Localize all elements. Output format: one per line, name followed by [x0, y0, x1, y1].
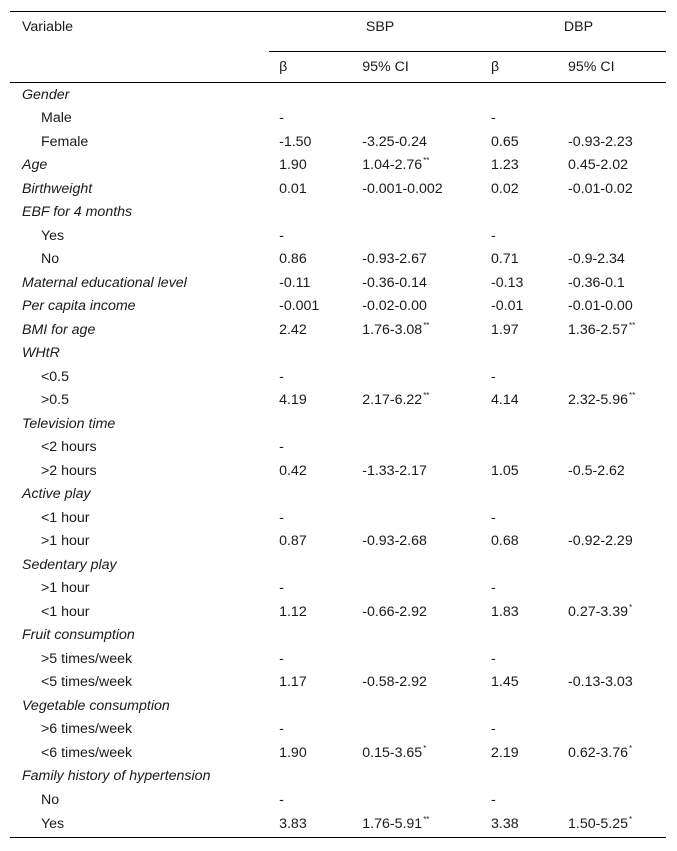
cell-value: -0.9-2.34	[568, 251, 625, 268]
cell-value: 2.42	[279, 321, 307, 338]
table-row	[10, 765, 666, 789]
sbp-beta-cell	[269, 459, 362, 483]
dbp-ci-cell	[568, 201, 666, 225]
header-variable: Variable	[22, 19, 73, 35]
dbp-ci-cell	[568, 177, 666, 201]
sbp-ci-cell	[362, 812, 491, 838]
table-row	[10, 788, 666, 812]
dbp-ci-cell	[568, 295, 666, 319]
row-variable-label: BMI for age	[22, 321, 96, 338]
dbp-ci-cell	[568, 483, 666, 507]
row-variable-label: Age	[22, 157, 48, 174]
cell-value: 4.19	[279, 392, 307, 409]
dbp-ci-cell	[568, 530, 666, 554]
cell-value: 0.27-3.39	[568, 603, 628, 620]
cell-value: 1.45	[491, 674, 519, 691]
sbp-beta-cell	[269, 365, 362, 389]
significance-marker: **	[423, 156, 430, 166]
sbp-beta-cell	[269, 741, 362, 765]
cell-value: -	[491, 580, 496, 597]
cell-value: -0.5-2.62	[568, 462, 625, 479]
sbp-ci-cell	[362, 412, 491, 436]
cell-value: 0.45-2.02	[568, 157, 628, 174]
dbp-beta-cell	[491, 530, 568, 554]
sbp-beta-cell	[269, 224, 362, 248]
sbp-ci-cell	[362, 177, 491, 201]
cell-value: 1.36-2.57	[568, 321, 628, 338]
cell-value: -0.58-2.92	[362, 674, 427, 691]
sbp-ci-cell	[362, 553, 491, 577]
table-row	[10, 177, 666, 201]
header-sbp-ci: 95% CI	[362, 52, 491, 83]
cell-value: 3.38	[491, 816, 519, 832]
sbp-ci-cell	[362, 788, 491, 812]
dbp-beta-cell	[491, 248, 568, 272]
cell-value: -	[279, 509, 284, 526]
dbp-beta-cell	[491, 201, 568, 225]
dbp-beta-cell	[491, 295, 568, 319]
dbp-beta-cell	[491, 177, 568, 201]
table-row	[10, 342, 666, 366]
cell-value: 0.86	[279, 251, 307, 268]
dbp-ci-cell	[568, 553, 666, 577]
sbp-ci-cell	[362, 365, 491, 389]
dbp-beta-cell	[491, 271, 568, 295]
cell-value: -1.33-2.17	[362, 462, 427, 479]
row-group-label: WHtR	[22, 345, 60, 362]
dbp-beta-cell	[491, 694, 568, 718]
dbp-ci-cell	[568, 624, 666, 648]
sbp-beta-cell	[269, 577, 362, 601]
header-dbp-beta: β	[491, 52, 568, 83]
row-category-label: >1 hour	[41, 580, 90, 597]
cell-value: -0.93-2.68	[362, 533, 427, 550]
row-variable-label: Per capita income	[22, 298, 136, 315]
sbp-beta-cell	[269, 130, 362, 154]
dbp-beta-cell	[491, 600, 568, 624]
sbp-ci-cell	[362, 83, 491, 107]
significance-marker: *	[423, 743, 427, 753]
table-row	[10, 224, 666, 248]
dbp-beta-cell	[491, 318, 568, 342]
cell-value: 0.42	[279, 462, 307, 479]
sbp-ci-cell	[362, 271, 491, 295]
dbp-ci-cell	[568, 342, 666, 366]
row-category-label: >6 times/week	[41, 721, 133, 738]
cell-value: -0.93-2.23	[568, 133, 633, 150]
dbp-beta-cell	[491, 107, 568, 131]
dbp-ci-cell	[568, 107, 666, 131]
table-row	[10, 107, 666, 131]
cell-value: -0.001	[279, 298, 320, 315]
sbp-beta-cell	[269, 436, 362, 460]
dbp-ci-cell	[568, 224, 666, 248]
header-blank	[10, 52, 269, 83]
cell-value: 1.50-5.25	[568, 816, 628, 832]
row-group-label: Active play	[22, 486, 91, 503]
sbp-beta-cell	[269, 694, 362, 718]
sbp-beta-cell	[269, 342, 362, 366]
cell-value: 0.02	[491, 180, 519, 197]
row-category-label: >1 hour	[41, 533, 90, 550]
row-category-label: <2 hours	[41, 439, 97, 456]
cell-value: -	[279, 110, 284, 127]
header-dbp-ci: 95% CI	[568, 52, 666, 83]
cell-value: 0.68	[491, 533, 519, 550]
cell-value: -	[279, 791, 284, 808]
row-variable-label: Maternal educational level	[22, 274, 187, 291]
sbp-beta-cell	[269, 412, 362, 436]
dbp-ci-cell	[568, 671, 666, 695]
sbp-ci-cell	[362, 201, 491, 225]
cell-value: -	[279, 580, 284, 597]
sbp-ci-cell	[362, 459, 491, 483]
dbp-ci-cell	[568, 506, 666, 530]
sbp-ci-cell	[362, 130, 491, 154]
row-category-label: >0.5	[41, 392, 70, 409]
cell-value: 1.90	[279, 157, 307, 174]
sbp-beta-cell	[269, 624, 362, 648]
sbp-ci-cell	[362, 342, 491, 366]
cell-value: 0.62-3.76	[568, 744, 628, 761]
cell-value: 0.01	[279, 180, 307, 197]
cell-value: 1.76-3.08	[362, 321, 423, 338]
cell-value: -0.92-2.29	[568, 533, 633, 550]
cell-value: 1.90	[279, 744, 307, 761]
cell-value: 1.23	[491, 157, 519, 174]
cell-value: 1.04-2.76	[362, 157, 423, 174]
sbp-ci-cell	[362, 224, 491, 248]
cell-value: -	[279, 650, 284, 667]
dbp-ci-cell	[568, 718, 666, 742]
table-row	[10, 577, 666, 601]
sbp-beta-cell	[269, 389, 362, 413]
sbp-beta-cell	[269, 671, 362, 695]
table-row	[10, 83, 666, 107]
dbp-beta-cell	[491, 365, 568, 389]
sbp-beta-cell	[269, 530, 362, 554]
significance-marker: **	[423, 320, 430, 330]
table-body	[10, 83, 666, 838]
dbp-ci-cell	[568, 812, 666, 838]
cell-value: 2.19	[491, 744, 519, 761]
cell-value: -0.01-0.00	[568, 298, 633, 315]
sbp-ci-cell	[362, 295, 491, 319]
significance-marker: **	[423, 815, 430, 824]
cell-value: -1.50	[279, 133, 312, 150]
cell-value: 1.12	[279, 603, 307, 620]
dbp-ci-cell	[568, 600, 666, 624]
table-row	[10, 412, 666, 436]
row-category-label: <5 times/week	[41, 674, 133, 691]
significance-marker: **	[628, 320, 636, 330]
sbp-ci-cell	[362, 741, 491, 765]
dbp-beta-cell	[491, 342, 568, 366]
cell-value: -0.01	[491, 298, 524, 315]
significance-marker: *	[628, 743, 633, 753]
dbp-beta-cell	[491, 765, 568, 789]
dbp-beta-cell	[491, 154, 568, 178]
sbp-ci-cell	[362, 718, 491, 742]
table-row	[10, 365, 666, 389]
dbp-beta-cell	[491, 459, 568, 483]
cell-value: -0.36-0.14	[362, 274, 427, 291]
table-row	[10, 459, 666, 483]
cell-value: -	[279, 227, 284, 244]
dbp-ci-cell	[568, 436, 666, 460]
sbp-ci-cell	[362, 671, 491, 695]
dbp-ci-cell	[568, 459, 666, 483]
dbp-ci-cell	[568, 365, 666, 389]
sbp-beta-cell	[269, 295, 362, 319]
sbp-beta-cell	[269, 506, 362, 530]
sbp-ci-cell	[362, 154, 491, 178]
sbp-ci-cell	[362, 577, 491, 601]
dbp-ci-cell	[568, 765, 666, 789]
dbp-beta-cell	[491, 506, 568, 530]
cell-value: 1.83	[491, 603, 519, 620]
dbp-ci-cell	[568, 741, 666, 765]
cell-value: 0.71	[491, 251, 519, 268]
sbp-beta-cell	[269, 154, 362, 178]
row-group-label: Sedentary play	[22, 556, 117, 573]
cell-value: 2.17-6.22	[362, 392, 423, 409]
cell-value: 2.32-5.96	[568, 392, 628, 409]
dbp-ci-cell	[568, 318, 666, 342]
sbp-beta-cell	[269, 647, 362, 671]
header-sbp: SBP	[365, 19, 395, 35]
table-row	[10, 154, 666, 178]
row-category-label: No	[41, 251, 60, 268]
sbp-ci-cell	[362, 506, 491, 530]
sbp-ci-cell	[362, 107, 491, 131]
row-category-label: Female	[41, 133, 89, 150]
table-row	[10, 201, 666, 225]
row-group-label: Fruit consumption	[22, 627, 135, 644]
dbp-beta-cell	[491, 224, 568, 248]
table-row	[10, 295, 666, 319]
cell-value: 1.76-5.91	[362, 816, 423, 832]
table-row	[10, 130, 666, 154]
row-category-label: No	[41, 791, 60, 808]
sbp-ci-cell	[362, 694, 491, 718]
cell-value: -	[491, 227, 496, 244]
table-row	[10, 248, 666, 272]
row-group-label: Family history of hypertension	[22, 768, 211, 785]
cell-value: 1.97	[491, 321, 519, 338]
sbp-beta-cell	[269, 788, 362, 812]
dbp-ci-cell	[568, 647, 666, 671]
table-row	[10, 624, 666, 648]
table-row	[10, 694, 666, 718]
dbp-beta-cell	[491, 624, 568, 648]
header-dbp: DBP	[563, 19, 594, 35]
dbp-beta-cell	[491, 553, 568, 577]
sbp-ci-cell	[362, 530, 491, 554]
row-group-label: Gender	[22, 86, 70, 103]
sbp-beta-cell	[269, 600, 362, 624]
dbp-ci-cell	[568, 577, 666, 601]
table-row	[10, 389, 666, 413]
cell-value: -0.93-2.67	[362, 251, 427, 268]
sbp-beta-cell	[269, 177, 362, 201]
cell-value: -	[491, 791, 496, 808]
table-row	[10, 553, 666, 577]
cell-value: 4.14	[491, 392, 519, 409]
sbp-ci-cell	[362, 647, 491, 671]
sbp-ci-cell	[362, 624, 491, 648]
cell-value: -0.02-0.00	[362, 298, 427, 315]
row-group-label: EBF for 4 months	[22, 204, 133, 221]
header-sbp-beta: β	[269, 52, 362, 83]
sbp-beta-cell	[269, 201, 362, 225]
sbp-beta-cell	[269, 718, 362, 742]
cell-value: -0.11	[279, 274, 311, 291]
dbp-beta-cell	[491, 412, 568, 436]
sbp-ci-cell	[362, 600, 491, 624]
header-row-groups	[10, 12, 666, 52]
cell-value: -3.25-0.24	[362, 133, 427, 150]
dbp-beta-cell	[491, 389, 568, 413]
significance-marker: **	[628, 391, 636, 401]
cell-value: -	[279, 368, 284, 385]
row-category-label: Yes	[41, 227, 65, 244]
table-row	[10, 506, 666, 530]
sbp-beta-cell	[269, 271, 362, 295]
dbp-beta-cell	[491, 83, 568, 107]
row-category-label: Male	[41, 110, 72, 127]
row-group-label: Television time	[22, 415, 116, 432]
cell-value: -0.13	[491, 274, 524, 291]
regression-table	[10, 11, 666, 838]
dbp-beta-cell	[491, 577, 568, 601]
cell-value: 0.15-3.65	[362, 744, 423, 761]
cell-value: -0.13-3.03	[568, 674, 633, 691]
table-row	[10, 436, 666, 460]
dbp-ci-cell	[568, 271, 666, 295]
sbp-beta-cell	[269, 107, 362, 131]
sbp-beta-cell	[269, 483, 362, 507]
dbp-beta-cell	[491, 483, 568, 507]
row-category-label: <1 hour	[41, 603, 90, 620]
cell-value: -	[491, 368, 496, 385]
sbp-ci-cell	[362, 389, 491, 413]
dbp-ci-cell	[568, 248, 666, 272]
row-category-label: >5 times/week	[41, 650, 133, 667]
cell-value: -	[491, 509, 496, 526]
cell-value: 1.17	[279, 674, 307, 691]
cell-value: 0.65	[491, 133, 519, 150]
table-row	[10, 318, 666, 342]
sbp-ci-cell	[362, 318, 491, 342]
table-row	[10, 530, 666, 554]
dbp-ci-cell	[568, 83, 666, 107]
sbp-ci-cell	[362, 765, 491, 789]
significance-marker: **	[423, 391, 430, 401]
row-group-label: Vegetable consumption	[22, 697, 170, 714]
table-row	[10, 647, 666, 671]
cell-value: -0.01-0.02	[568, 180, 633, 197]
dbp-beta-cell	[491, 788, 568, 812]
cell-value: -0.001-0.002	[362, 180, 443, 197]
cell-value: -	[491, 650, 496, 667]
sbp-beta-cell	[269, 248, 362, 272]
row-category-label: <0.5	[41, 368, 70, 385]
dbp-ci-cell	[568, 788, 666, 812]
cell-value: -	[491, 721, 496, 738]
dbp-beta-cell	[491, 436, 568, 460]
dbp-beta-cell	[491, 741, 568, 765]
sbp-beta-cell	[269, 318, 362, 342]
cell-value: -	[279, 721, 284, 738]
dbp-ci-cell	[568, 694, 666, 718]
dbp-beta-cell	[491, 130, 568, 154]
row-variable-label: Birthweight	[22, 180, 93, 197]
sbp-ci-cell	[362, 436, 491, 460]
row-category-label: Yes	[10, 812, 269, 838]
sbp-ci-cell	[362, 483, 491, 507]
cell-value: -0.66-2.92	[362, 603, 427, 620]
row-category-label: >2 hours	[41, 462, 97, 479]
dbp-beta-cell	[491, 647, 568, 671]
header-row-stats	[10, 52, 666, 83]
dbp-beta-cell	[491, 812, 568, 838]
table-row	[10, 718, 666, 742]
table-row	[10, 812, 666, 838]
row-category-label: <1 hour	[41, 509, 90, 526]
table-row	[10, 600, 666, 624]
sbp-beta-cell	[269, 765, 362, 789]
dbp-ci-cell	[568, 412, 666, 436]
sbp-beta-cell	[269, 83, 362, 107]
dbp-beta-cell	[491, 671, 568, 695]
cell-value: -0.36-0.1	[568, 274, 625, 291]
significance-marker: *	[628, 602, 633, 612]
dbp-ci-cell	[568, 389, 666, 413]
dbp-ci-cell	[568, 130, 666, 154]
sbp-beta-cell	[269, 553, 362, 577]
table-row	[10, 741, 666, 765]
sbp-beta-cell	[269, 812, 362, 838]
table-row	[10, 271, 666, 295]
sbp-ci-cell	[362, 248, 491, 272]
row-category-label: <6 times/week	[41, 744, 133, 761]
significance-marker: *	[628, 815, 633, 824]
table-row	[10, 671, 666, 695]
cell-value: -	[491, 110, 496, 127]
cell-value: 1.05	[491, 462, 519, 479]
cell-value: 3.83	[279, 816, 307, 832]
dbp-ci-cell	[568, 154, 666, 178]
table-row	[10, 483, 666, 507]
dbp-beta-cell	[491, 718, 568, 742]
cell-value: 0.87	[279, 533, 307, 550]
cell-value: -	[279, 439, 284, 456]
